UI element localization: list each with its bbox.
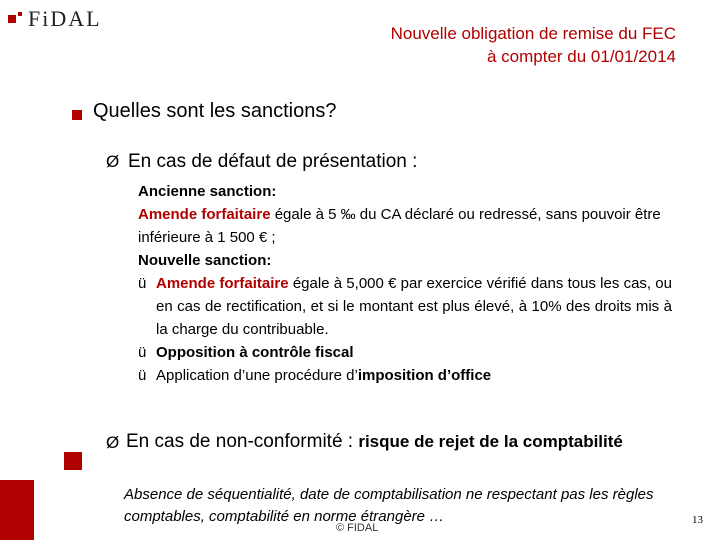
item1-text: En cas de défaut de présentation : (128, 151, 418, 172)
new-sanction-label: Nouvelle sanction: (138, 252, 272, 269)
nonconformity-paragraph: Absence de séquentialité, date de comptabilisation ne respectant pas les règles comptables, comptabilité en norme étrangère … (124, 486, 654, 525)
logo-square-icon (8, 15, 16, 23)
check-icon: ü (138, 275, 147, 292)
item2-lead: En cas de non-conformité : (126, 431, 359, 452)
slide-title (391, 22, 676, 68)
new-sanction-3 (138, 364, 672, 387)
new-sanction-1 (138, 272, 672, 341)
title-line-1: Nouvelle obligation de remise du FEC (390, 24, 676, 43)
old-amende-text: égale à 5 ‰ du CA déclaré ou redressé, sans pouvoir être inférieure à 1 500 € ; (138, 206, 661, 246)
check-icon: ü (138, 367, 147, 384)
page-number: 13 (692, 514, 703, 526)
title-line-2: à compter du 01/01/2014 (486, 47, 676, 66)
copyright: © FIDAL (336, 522, 379, 534)
fidal-logo (8, 6, 102, 32)
logo-text: FiDAL (28, 6, 102, 31)
old-amende-label: Amende forfaitaire (138, 206, 271, 223)
old-sanction-label: Ancienne sanction: (138, 183, 277, 200)
item2-strong: risque de rejet de la comptabilité (358, 432, 623, 451)
new-sanction-2 (138, 341, 672, 364)
new-amende-label: Amende forfaitaire (156, 275, 289, 292)
old-sanction-text (138, 203, 672, 249)
section-heading: Quelles sont les sanctions? (93, 100, 337, 122)
decorative-bar (0, 480, 34, 540)
decorative-square-icon (64, 452, 82, 470)
check-icon: ü (138, 344, 147, 361)
sanctions-block (138, 180, 672, 387)
logo-small-square-icon (18, 12, 22, 16)
item2-text (126, 430, 672, 454)
arrow-bullet-icon: Ø (106, 152, 120, 171)
opposition-text: Opposition à contrôle fiscal (156, 344, 354, 361)
imposition-text: imposition d’office (357, 367, 492, 384)
arrow-bullet-icon: Ø (106, 433, 120, 452)
new-amende-text: égale à 5,000 € par exercice vérifié dans tous les cas, ou en cas de rectification, et si le montant est plus élevé, à 10% des droits mis à la charge du contribuable. (156, 275, 672, 338)
heading-bullet-icon (72, 110, 82, 120)
application-text: Application d’une procédure d’ (156, 367, 358, 384)
